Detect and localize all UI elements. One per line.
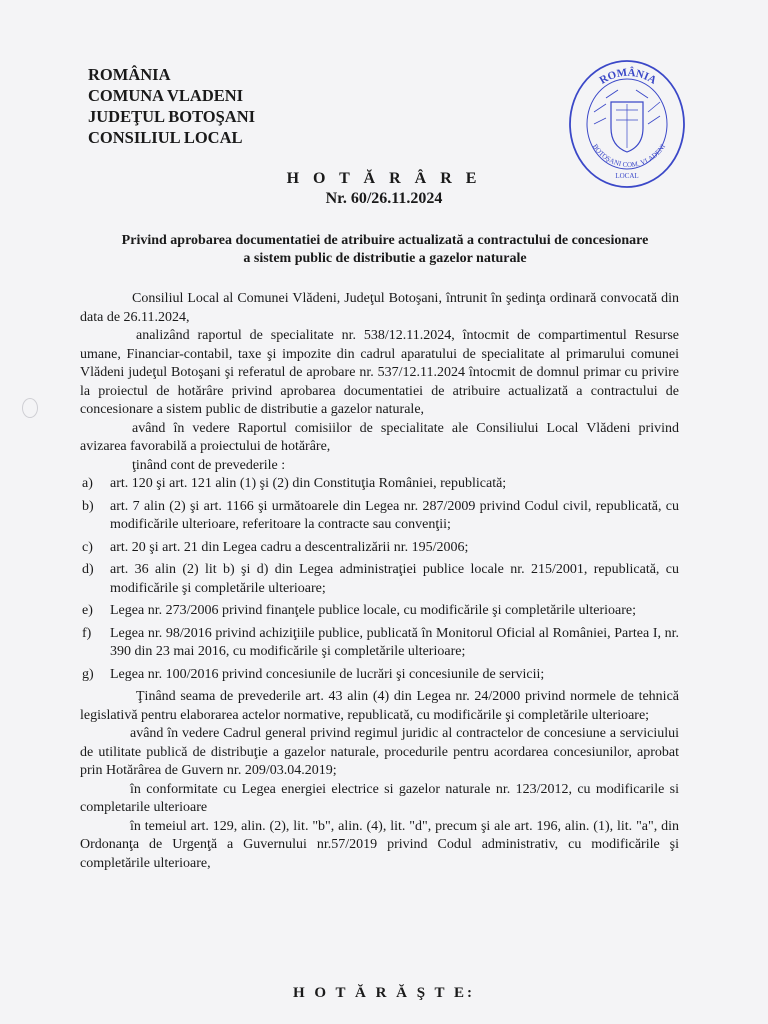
list-item-text: art. 120 şi art. 121 alin (1) şi (2) din Constituţia României, republicată; bbox=[110, 476, 507, 491]
list-item bbox=[80, 475, 679, 494]
legal-provisions-list bbox=[80, 475, 679, 684]
decision-heading: H O T Ă R Ă Ş T E: bbox=[292, 985, 476, 1001]
svg-text:ROMÂNIA bbox=[598, 67, 659, 87]
list-item-text: art. 36 alin (2) lit b) şi d) din Legea administraţiei publice locale nr. 215/2001, republicată, cu modificările şi completările ulterioare; bbox=[110, 562, 679, 596]
list-item-text: Legea nr. 273/2006 privind finanţele publice locale, cu modificările şi completările ulterioare; bbox=[110, 603, 636, 618]
list-item-text: Legea nr. 100/2016 privind concesiunile de lucrări şi concesiunile de servicii; bbox=[110, 666, 545, 682]
list-item bbox=[80, 602, 679, 621]
list-item bbox=[80, 539, 679, 558]
svg-text:BOTOŞANI COM. VLADENI bbox=[591, 142, 667, 169]
issuer-header bbox=[88, 64, 255, 148]
list-marker: b) bbox=[82, 498, 94, 514]
list-item-text: art. 7 alin (2) şi art. 1166 şi următoarele din Legea nr. 287/2009 privind Codul civil, republicată, cu modificările ulterioare, referitoare la contracte sau convenţii; bbox=[110, 498, 679, 532]
document-body bbox=[80, 290, 679, 873]
stamp-bottom-text-2: LOCAL bbox=[615, 172, 639, 180]
list-item bbox=[80, 666, 679, 685]
list-item bbox=[80, 625, 679, 662]
paragraph-legal-basis: în temeiul art. 129, alin. (2), lit. "b", alin. (4), lit. "d", precum şi ale art. 196, alin. (1), lit. "a", din Ordonanţa de Urgenţă a Guvernului nr.57/2019 privind Codul administrativ, cu modificările şi completările ulterioare, bbox=[80, 818, 679, 871]
list-marker: c) bbox=[82, 539, 93, 555]
list-marker: e) bbox=[82, 603, 93, 618]
paragraph-convocation: Consiliul Local al Comunei Vlădeni, Judeţul Botoşani, întrunit în şedinţa ordinară convocată din data de 26.11.2024, bbox=[80, 291, 679, 325]
list-marker: g) bbox=[82, 666, 94, 682]
punch-hole-mark bbox=[22, 398, 38, 418]
list-marker: f) bbox=[82, 625, 92, 641]
list-item bbox=[80, 498, 679, 535]
paragraph-concession-framework: având în vedere Cadrul general privind regimul juridic al contractelor de concesiune a serviciului de utilitate publică de distribuţie a gazelor naturale, procedurile pentru acordarea concesiunilor, aprobat prin Hotărârea de Guvern nr. 209/03.04.2019; bbox=[80, 726, 679, 778]
list-item bbox=[80, 561, 679, 598]
paragraph-commission: având în vedere Raportul comisiilor de specialitate ale Consiliului Local Vlădeni privind avizarea favorabilă a proiectului de hotărâre, bbox=[80, 420, 679, 454]
document-subject: Privind aprobarea documentatiei de atribuire actualizată a contractului de concesionare a sistem public de distributie a gazelor naturale bbox=[121, 233, 649, 266]
document-title: H O T Ă R Â R E bbox=[286, 170, 482, 187]
paragraph-energy-law: în conformitate cu Legea energiei electrice si gazelor naturale nr. 123/2012, cu modificarile si completarile ulterioare bbox=[80, 781, 679, 815]
document-number: Nr. 60/26.11.2024 bbox=[325, 190, 443, 207]
paragraph-legislative-norms: Ţinând seama de prevederile art. 43 alin (4) din Legea nr. 24/2000 privind normele de tehnică legislativă pentru elaborarea actelor normative, republicată, cu modificările şi completările ulterioare; bbox=[80, 689, 679, 723]
stamp-top-text: ROMÂNIA bbox=[597, 66, 659, 87]
list-marker: d) bbox=[82, 562, 94, 577]
list-item-text: Legea nr. 98/2016 privind achiziţiile publice, publicată în Monitorul Oficial al României, Partea I, nr. 390 din 23 mai 2016, cu modificările şi completările ulterioare; bbox=[110, 625, 679, 659]
header-county: JUDEŢUL BOTOŞANI bbox=[88, 107, 256, 126]
list-item-text: art. 20 şi art. 21 din Legea cadru a descentralizării nr. 195/2006; bbox=[110, 539, 469, 555]
list-marker: a) bbox=[82, 476, 93, 491]
paragraph-report: analizând raportul de specialitate nr. 538/12.11.2024, întocmit de compartimentul Resurse umane, Financiar-contabil, taxe şi impozite din cadrul aparatului de specialitate al primarului comunei Vlădeni judeţul Botoşani şi referatul de aprobare nr. 537/12.11.2024 întocmit de domnul primar cu privire la proiectul de hotărâre privind aprobarea documentatiei de atribuire actualizată a contractului de concesionare a sistem public de distributie a gazelor naturale, bbox=[80, 328, 679, 417]
header-country: ROMÂNIA bbox=[88, 65, 171, 84]
stamp-bottom-text: BOTOŞANI COM. VLADENI bbox=[590, 142, 668, 169]
paragraph-provisions-intro: ţinând cont de prevederile : bbox=[132, 457, 286, 473]
header-commune: COMUNA VLADENI bbox=[88, 86, 244, 105]
header-council: CONSILIUL LOCAL bbox=[88, 128, 243, 147]
